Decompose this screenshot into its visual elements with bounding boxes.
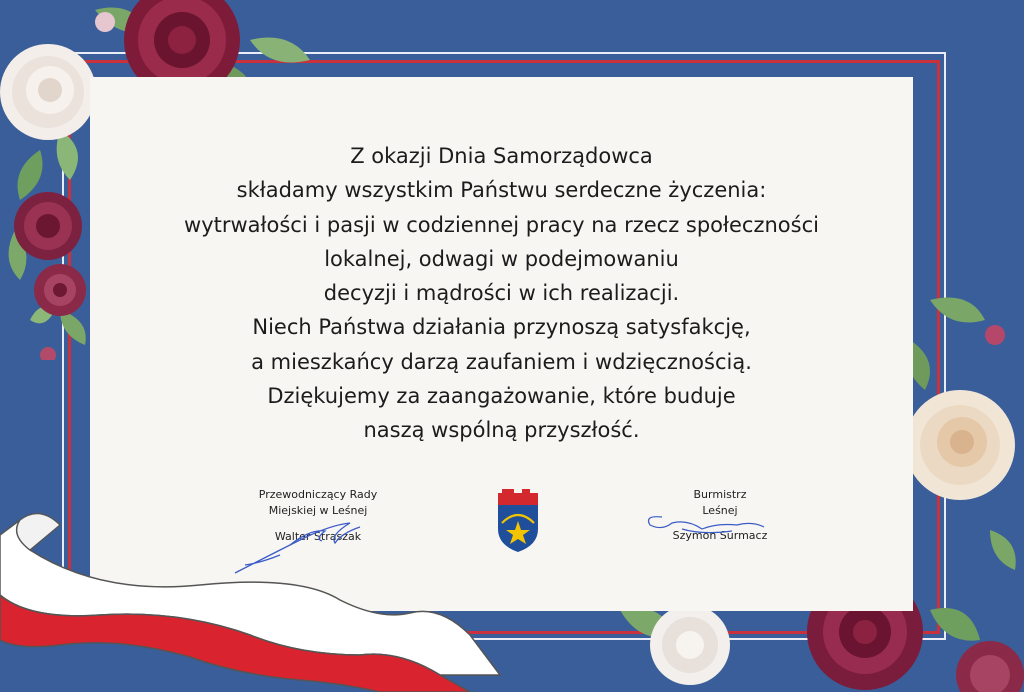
handwritten-signature-right (642, 509, 772, 549)
signatory-role: Przewodniczący Rady (258, 488, 378, 501)
rose-icon (956, 641, 1024, 692)
signatory-role: Miejskiej w Leśnej (268, 504, 368, 517)
signatory-name: Walter Straszak (274, 530, 362, 543)
rose-icon (650, 605, 730, 685)
signatory-name: Szymon Surmacz (672, 529, 768, 542)
rose-icon (14, 192, 82, 260)
message-line: lokalnej, odwagi w podejmowaniu (324, 246, 679, 271)
message-line: Niech Państwa działania przynoszą satysfakcję, (252, 315, 751, 340)
message-line: a mieszkańcy darzą zaufaniem i wdzięcznością. (251, 349, 752, 374)
message-line: składamy wszystkim Państwu serdeczne życzenia: (236, 178, 767, 203)
message-line: wytrwałości i pasji w codziennej pracy na rzecz społeczności (184, 212, 819, 237)
signatory-role: Burmistrz (693, 488, 747, 501)
rose-icon (0, 44, 96, 140)
message-line: Dziękujemy za zaangażowanie, które buduje (267, 384, 736, 409)
greeting-message (90, 139, 913, 448)
rose-icon (905, 390, 1015, 500)
message-line: naszą wspólną przyszłość. (363, 418, 640, 443)
ribbon-flag-icon (0, 505, 520, 692)
message-line: decyzji i mądrości w ich realizacji. (323, 281, 680, 306)
signatory-role: Leśnej (702, 504, 738, 517)
message-line: Z okazji Dnia Samorządowca (350, 144, 653, 168)
rose-icon (34, 264, 86, 316)
